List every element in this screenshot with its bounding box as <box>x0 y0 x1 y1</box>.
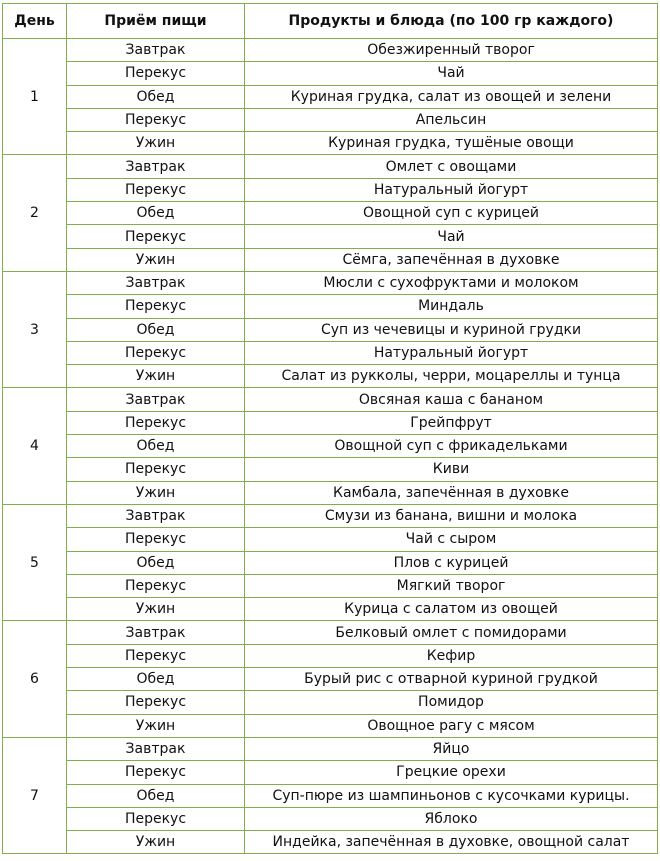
header-meal: Приём пищи <box>67 4 245 39</box>
table-row <box>3 225 658 248</box>
dish-cell: Чай с сыром <box>245 528 658 551</box>
table-row <box>3 574 658 597</box>
meal-type-cell: Перекус <box>67 295 245 318</box>
table-row <box>3 691 658 714</box>
dish-cell: Овощной суп с курицей <box>245 202 658 225</box>
meal-type-cell: Завтрак <box>67 39 245 62</box>
meal-type-cell: Ужин <box>67 831 245 854</box>
dish-cell: Яблоко <box>245 807 658 830</box>
dish-cell: Натуральный йогурт <box>245 341 658 364</box>
meal-type-cell: Перекус <box>67 411 245 434</box>
header-row <box>3 4 658 39</box>
dish-cell: Кефир <box>245 644 658 667</box>
table-row <box>3 761 658 784</box>
table-row <box>3 85 658 108</box>
dish-cell: Индейка, запечённая в духовке, овощной салат <box>245 831 658 854</box>
table-row <box>3 62 658 85</box>
dish-cell: Куриная грудка, салат из овощей и зелени <box>245 85 658 108</box>
table-row <box>3 784 658 807</box>
dish-cell: Плов с курицей <box>245 551 658 574</box>
meal-plan-body <box>3 39 658 854</box>
dish-cell: Курица с салатом из овощей <box>245 598 658 621</box>
table-row <box>3 714 658 737</box>
table-row <box>3 178 658 201</box>
meal-type-cell: Перекус <box>67 761 245 784</box>
table-row <box>3 132 658 155</box>
meal-plan-table <box>2 3 658 854</box>
table-row <box>3 737 658 760</box>
dish-cell: Грецкие орехи <box>245 761 658 784</box>
meal-type-cell: Завтрак <box>67 737 245 760</box>
meal-type-cell: Перекус <box>67 644 245 667</box>
dish-cell: Бурый рис с отварной куриной грудкой <box>245 668 658 691</box>
table-row <box>3 318 658 341</box>
dish-cell: Киви <box>245 458 658 481</box>
table-row <box>3 551 658 574</box>
table-row <box>3 388 658 411</box>
day-number-cell: 1 <box>3 39 67 155</box>
meal-type-cell: Перекус <box>67 458 245 481</box>
dish-cell: Апельсин <box>245 108 658 131</box>
dish-cell: Мягкий творог <box>245 574 658 597</box>
meal-type-cell: Ужин <box>67 365 245 388</box>
table-row <box>3 411 658 434</box>
day-number-cell: 5 <box>3 504 67 620</box>
table-row <box>3 365 658 388</box>
dish-cell: Обезжиренный творог <box>245 39 658 62</box>
table-row <box>3 644 658 667</box>
meal-type-cell: Ужин <box>67 714 245 737</box>
meal-type-cell: Перекус <box>67 528 245 551</box>
meal-type-cell: Завтрак <box>67 621 245 644</box>
dish-cell: Миндаль <box>245 295 658 318</box>
day-number-cell: 2 <box>3 155 67 271</box>
meal-type-cell: Обед <box>67 784 245 807</box>
meal-type-cell: Ужин <box>67 598 245 621</box>
table-row <box>3 39 658 62</box>
meal-type-cell: Обед <box>67 85 245 108</box>
header-dishes: Продукты и блюда (по 100 гр каждого) <box>245 4 658 39</box>
day-number-cell: 7 <box>3 737 67 853</box>
table-row <box>3 481 658 504</box>
dish-cell: Грейпфрут <box>245 411 658 434</box>
meal-type-cell: Перекус <box>67 341 245 364</box>
dish-cell: Сёмга, запечённая в духовке <box>245 248 658 271</box>
dish-cell: Чай <box>245 225 658 248</box>
table-row <box>3 108 658 131</box>
dish-cell: Белковый омлет с помидорами <box>245 621 658 644</box>
meal-type-cell: Завтрак <box>67 388 245 411</box>
dish-cell: Салат из рукколы, черри, моцареллы и тунца <box>245 365 658 388</box>
meal-type-cell: Перекус <box>67 62 245 85</box>
meal-type-cell: Ужин <box>67 248 245 271</box>
table-row <box>3 528 658 551</box>
table-row <box>3 248 658 271</box>
dish-cell: Мюсли с сухофруктами и молоком <box>245 271 658 294</box>
meal-type-cell: Обед <box>67 202 245 225</box>
dish-cell: Чай <box>245 62 658 85</box>
meal-type-cell: Завтрак <box>67 504 245 527</box>
dish-cell: Куриная грудка, тушёные овощи <box>245 132 658 155</box>
dish-cell: Помидор <box>245 691 658 714</box>
dish-cell: Смузи из банана, вишни и молока <box>245 504 658 527</box>
table-row <box>3 341 658 364</box>
day-number-cell: 4 <box>3 388 67 504</box>
dish-cell: Овощной суп с фрикадельками <box>245 435 658 458</box>
table-row <box>3 435 658 458</box>
dish-cell: Яйцо <box>245 737 658 760</box>
meal-type-cell: Перекус <box>67 807 245 830</box>
meal-type-cell: Перекус <box>67 225 245 248</box>
dish-cell: Суп из чечевицы и куриной грудки <box>245 318 658 341</box>
table-row <box>3 202 658 225</box>
meal-type-cell: Обед <box>67 435 245 458</box>
table-row <box>3 271 658 294</box>
meal-type-cell: Обед <box>67 318 245 341</box>
day-number-cell: 6 <box>3 621 67 737</box>
day-number-cell: 3 <box>3 271 67 387</box>
meal-type-cell: Ужин <box>67 132 245 155</box>
meal-type-cell: Перекус <box>67 108 245 131</box>
dish-cell: Овощное рагу с мясом <box>245 714 658 737</box>
meal-type-cell: Обед <box>67 551 245 574</box>
table-row <box>3 155 658 178</box>
table-row <box>3 458 658 481</box>
table-row <box>3 598 658 621</box>
header-day: День <box>3 4 67 39</box>
dish-cell: Омлет с овощами <box>245 155 658 178</box>
meal-type-cell: Обед <box>67 668 245 691</box>
table-row <box>3 621 658 644</box>
meal-type-cell: Ужин <box>67 481 245 504</box>
meal-type-cell: Завтрак <box>67 155 245 178</box>
table-row <box>3 831 658 854</box>
table-row <box>3 807 658 830</box>
meal-type-cell: Перекус <box>67 574 245 597</box>
dish-cell: Камбала, запечённая в духовке <box>245 481 658 504</box>
table-row <box>3 668 658 691</box>
dish-cell: Суп-пюре из шампиньонов с кусочками курицы. <box>245 784 658 807</box>
meal-type-cell: Завтрак <box>67 271 245 294</box>
meal-type-cell: Перекус <box>67 178 245 201</box>
meal-type-cell: Перекус <box>67 691 245 714</box>
dish-cell: Овсяная каша с бананом <box>245 388 658 411</box>
dish-cell: Натуральный йогурт <box>245 178 658 201</box>
table-row <box>3 295 658 318</box>
table-row <box>3 504 658 527</box>
